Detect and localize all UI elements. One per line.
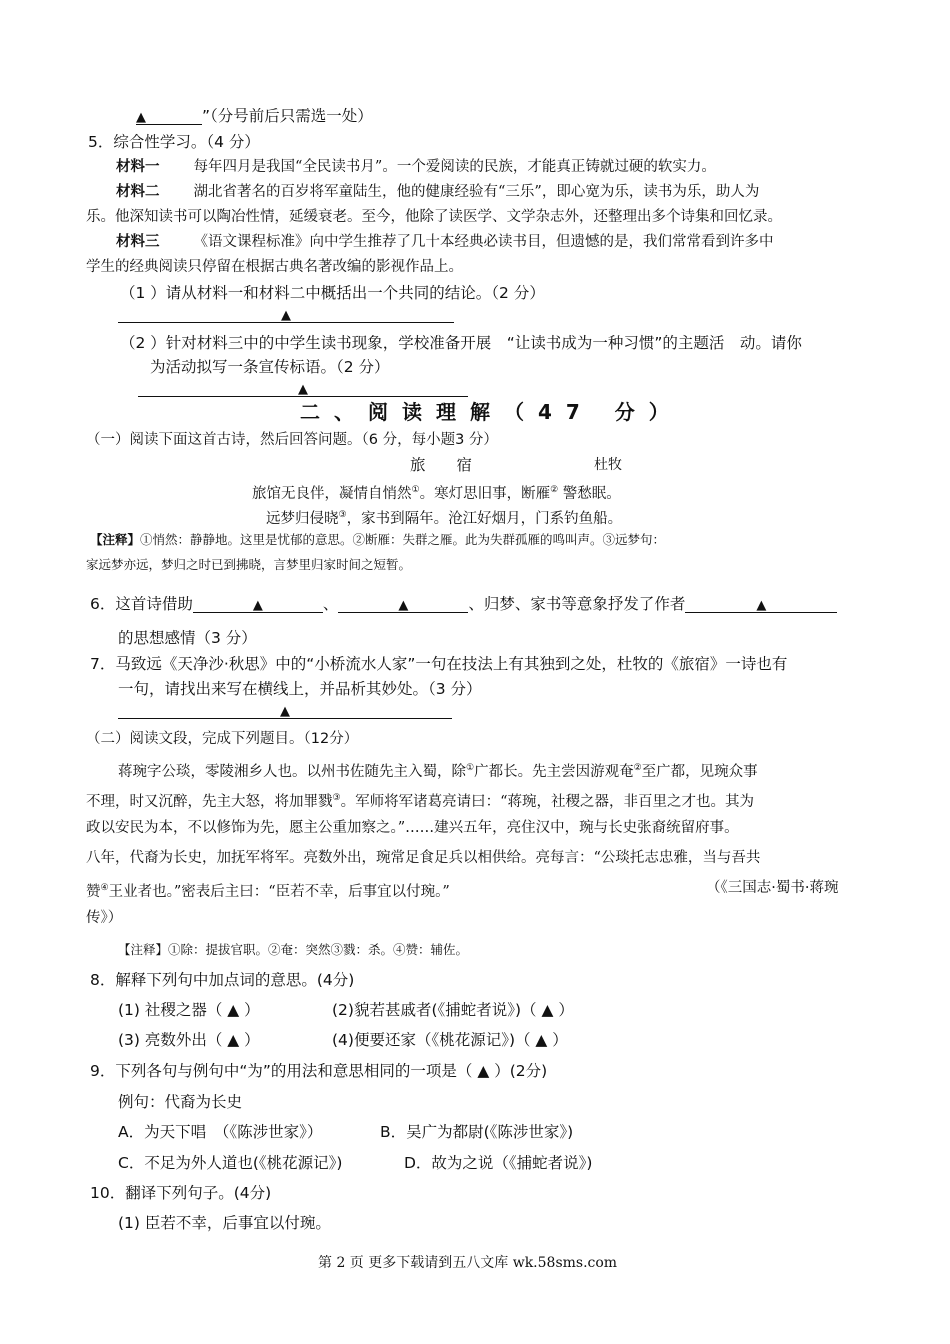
footnote-marker: ②: [550, 485, 559, 495]
answer-blank[interactable]: [685, 594, 837, 613]
page-footer: 第 2 页 更多下载请到五八文库 wk.58sms.com: [318, 1255, 618, 1271]
footnote-marker: ③: [332, 793, 341, 803]
material-1-label: 材料一: [116, 158, 160, 175]
poem-note-cont: 家远梦亦远，梦归之时已到拂晓，言梦里归家时间之短暂。: [86, 557, 412, 572]
note-label: 【注释】: [90, 532, 141, 547]
material-3-text: 《语文课程标准》向中学生推荐了几十本经典必读书目，但遗憾的是，我们常常看到许多中: [193, 234, 774, 250]
q5-sub1-answer: [118, 304, 454, 324]
answer-blank[interactable]: [136, 106, 202, 125]
q10-heading: 10．翻译下列句子。(4分): [90, 1184, 272, 1202]
q4-tail: [136, 106, 373, 126]
footnote-marker: ③: [338, 510, 347, 520]
poem-text: 远梦归侵晓: [266, 510, 339, 527]
passage-source: （《三国志·蜀书·蒋琬: [706, 880, 839, 896]
passage-line-2: [86, 788, 754, 812]
poem-text: 警愁眠。: [558, 485, 621, 502]
q6-text: 、: [322, 595, 339, 613]
q7: 7．马致远《天净沙·秋思》中的“小桥流水人家”一句在技法上有其独到之处，杜牧的《旅宿》一诗也有: [90, 655, 788, 673]
passage-text: 王业者也。”密表后主曰：“臣若不幸，后事宜以付琬。”: [108, 883, 450, 900]
poem-text: 。寒灯思旧事，断雁: [419, 485, 551, 502]
poem-line-1: [252, 480, 621, 504]
q8-item-4: (4)便要还家（《桃花源记》)（ ▲ ）: [332, 1031, 568, 1049]
poem-text: 旅馆无良伴，凝情自悄然: [252, 485, 412, 502]
passage-text: 蒋琬字公琰，零陵湘乡人也。以州书佐随先主入蜀，除: [118, 763, 466, 780]
q7-cont: 一句，请找出来写在横线上，并品析其妙处。（3 分）: [118, 680, 482, 698]
passage-note: 【注释】①除：提拔官职。②奄：突然③戮：杀。④赞：辅佐。: [118, 942, 469, 957]
material-3: [116, 232, 774, 252]
q6-cont: 的思想感情（3 分）: [118, 629, 257, 647]
triangle-marker: ▲: [281, 308, 291, 323]
poem-title: 旅 宿: [410, 456, 473, 474]
material-2-label: 材料二: [116, 183, 160, 200]
material-3-label: 材料三: [116, 233, 160, 250]
passage-text: 至广都，见琬众事: [641, 763, 758, 780]
passage-text: 不理，时又沉醉，先主大怒，将加罪戮: [86, 793, 333, 810]
q5-sub2: （2 ）针对材料三中的中学生读书现象，学校准备开展 “让读书成为一种习惯”的主题活 动。请你: [120, 334, 802, 352]
q9-option-d: D．故为之说（《捕蛇者说》): [404, 1154, 593, 1172]
material-1: [116, 157, 716, 177]
q6-text: 6．这首诗借助: [90, 595, 193, 613]
triangle-marker: ▲: [136, 110, 146, 125]
part2-heading: （二）阅读文段，完成下列题目。（12分）: [86, 731, 359, 747]
q8-item-1: (1) 社稷之器（ ▲ ）: [118, 1001, 260, 1019]
poem-line-2: [266, 505, 622, 529]
triangle-marker: ▲: [280, 704, 290, 719]
q7-answer: [118, 700, 452, 720]
material-2: [116, 182, 759, 202]
answer-blank[interactable]: [118, 700, 452, 719]
triangle-marker: ▲: [756, 598, 767, 613]
material-2-cont: 乐。他深知读书可以陶冶性情，延缓衰老。至今，他除了读医学、文学杂志外，还整理出多个诗集和回忆录。: [86, 209, 782, 225]
footnote-marker: ①: [466, 763, 475, 773]
note-text: ①悄然：静静地。这里是忧郁的意思。②断雁：失群之雁。此为失群孤雁的鸣叫声。③远梦句：: [140, 532, 666, 547]
material-1-text: 每年四月是我国“全民读书月”。一个爱阅读的民族，才能真正铸就过硬的软实力。: [193, 159, 716, 175]
q6-text: 、归梦、家书等意象抒发了作者: [468, 595, 686, 613]
footnote-marker: ②: [633, 763, 642, 773]
poem-text: ，家书到隔年。沧江好烟月，门系钓鱼船。: [346, 510, 623, 527]
passage-line-4: 八年，代裔为长史，加抚军将军。亮数外出，琬常足食足兵以相供给。亮每言：“公琰托志忠雅，当与吾共: [86, 850, 761, 866]
q5-sub2-answer: [138, 378, 468, 398]
q4-tail-text: ”（分号前后只需选一处）: [202, 107, 373, 125]
q5-heading: 5．综合性学习。（4 分）: [88, 133, 260, 151]
footnote-marker: ①: [411, 485, 420, 495]
q8-heading: 8．解释下列句中加点词的意思。(4分): [90, 971, 355, 989]
poem-note: [90, 530, 665, 550]
material-2-text: 湖北省著名的百岁将军童陆生，他的健康经验有“三乐”，即心宽为乐，读书为乐，助人为: [193, 184, 760, 200]
poem-author: 杜牧: [594, 457, 622, 473]
q5-sub1: （1 ）请从材料一和材料二中概括出一个共同的结论。（2 分）: [120, 284, 545, 302]
passage-line-3: 政以安民为本，不以修饰为先，愿主公重加察之。”……建兴五年，亮住汉中，琬与长史张裔统留府事。: [86, 820, 739, 836]
triangle-marker: ▲: [398, 598, 409, 613]
passage-text: 赞: [86, 883, 101, 900]
passage-source-cont: 传》）: [86, 910, 123, 926]
triangle-marker: ▲: [298, 382, 308, 397]
section-title: 二、阅读理解（47 分）: [300, 400, 683, 424]
passage-line-1: [118, 758, 758, 782]
passage-text: 广都长。先主尝因游观奄: [474, 763, 634, 780]
q9-option-c: C．不足为外人道也(《桃花源记》): [118, 1154, 343, 1172]
q8-item-3: (3) 亮数外出（ ▲ ）: [118, 1031, 260, 1049]
q5-sub2-cont: 为活动拟写一条宣传标语。（2 分）: [150, 358, 390, 376]
footnote-marker: ④: [100, 883, 109, 893]
q9-heading: 9．下列各句与例句中“为”的用法和意思相同的一项是（ ▲ ）(2分): [90, 1062, 548, 1080]
answer-blank[interactable]: [138, 378, 468, 397]
q9-option-a: A．为天下唱 （《陈涉世家》）: [118, 1123, 323, 1141]
q9-example: 例句：代裔为长史: [118, 1093, 243, 1111]
q6: [90, 594, 837, 614]
part1-heading: （一）阅读下面这首古诗，然后回答问题。（6 分，每小题3 分）: [86, 432, 498, 448]
answer-blank[interactable]: [118, 304, 454, 323]
q10-sentence-1: (1) 臣若不幸，后事宜以付琬。: [118, 1214, 331, 1232]
q9-option-b: B．吴广为都尉(《陈涉世家》): [380, 1123, 574, 1141]
answer-blank[interactable]: [193, 594, 323, 613]
answer-blank[interactable]: [338, 594, 468, 613]
q8-item-2: (2)貌若甚戚者(《捕蛇者说》)（ ▲ ）: [332, 1001, 574, 1019]
passage-line-5: [86, 878, 450, 902]
triangle-marker: ▲: [252, 598, 263, 613]
passage-text: 。军师将军诸葛亮请曰：“蒋琬，社稷之器，非百里之才也。其为: [340, 793, 754, 810]
material-3-cont: 学生的经典阅读只停留在根据古典名著改编的影视作品上。: [86, 259, 463, 275]
